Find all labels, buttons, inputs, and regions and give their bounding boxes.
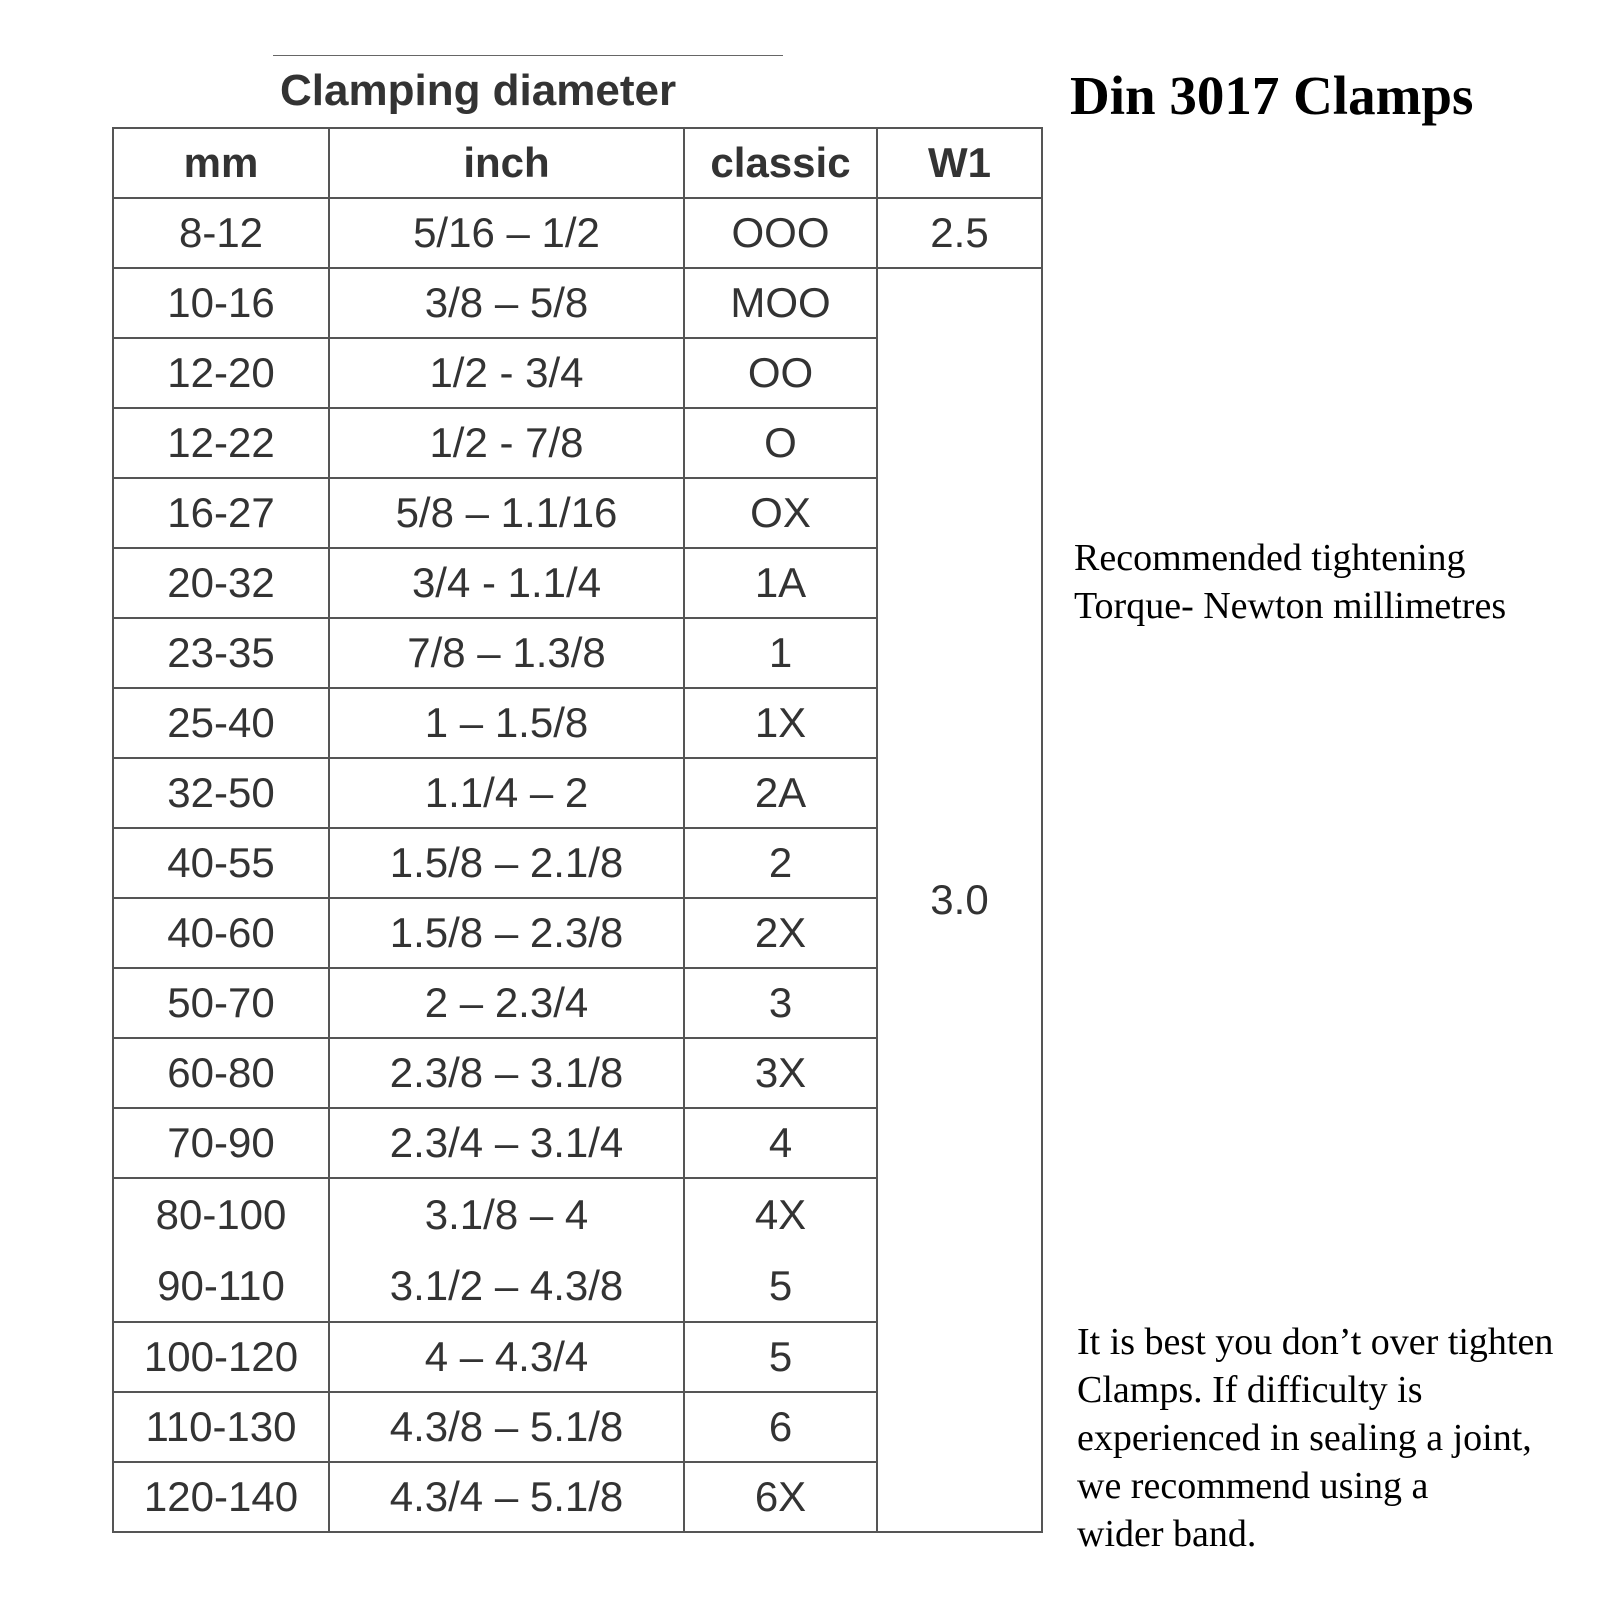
cell-mm: 10-16 [113, 268, 329, 338]
table-caption: Clamping diameter [280, 66, 677, 115]
cell-inch: 1 – 1.5/8 [329, 688, 684, 758]
cell-inch: 1.5/8 – 2.1/8 [329, 828, 684, 898]
cell-line: 3.1/8 – 4 [424, 1191, 589, 1238]
cell-mm: 12-22 [113, 408, 329, 478]
cell-classic: 3 [684, 968, 877, 1038]
cell-mm: 16-27 [113, 478, 329, 548]
cell-line: 4X [754, 1191, 807, 1238]
cell-mm: 12-20 [113, 338, 329, 408]
torque-note-line: Recommended tightening [1074, 537, 1466, 579]
header-inch: inch [329, 128, 684, 198]
cell-classic: O [684, 408, 877, 478]
cell-w1-merged: 3.0 [877, 268, 1042, 1532]
table-header-row [113, 128, 1042, 198]
cell-classic: 1X [684, 688, 877, 758]
cell-mm: 40-60 [113, 898, 329, 968]
cell-classic: MOO [684, 268, 877, 338]
cell-classic: 6 [684, 1392, 877, 1462]
cell-mm: 100-120 [113, 1322, 329, 1392]
cell-mm: 23-35 [113, 618, 329, 688]
table-row [113, 198, 1042, 268]
cell-mm: 40-55 [113, 828, 329, 898]
cell-inch: 7/8 – 1.3/8 [329, 618, 684, 688]
cell-line: 80-100 [155, 1191, 287, 1238]
cell-w1: 2.5 [877, 198, 1042, 268]
torque-note-line: Torque- Newton millimetres [1074, 585, 1507, 627]
cell-classic: 3X [684, 1038, 877, 1108]
cell-classic: OO [684, 338, 877, 408]
cell-inch: 1/2 - 7/8 [329, 408, 684, 478]
cell-mm: 20-32 [113, 548, 329, 618]
cell-mm: 70-90 [113, 1108, 329, 1178]
cell-inch: 2 – 2.3/4 [329, 968, 684, 1038]
cell-mm: 25-40 [113, 688, 329, 758]
cell-classic: 1A [684, 548, 877, 618]
cell-classic: OX [684, 478, 877, 548]
cell-classic: 6X [684, 1462, 877, 1532]
cell-classic: 2 [684, 828, 877, 898]
cell-inch: 1.5/8 – 2.3/8 [329, 898, 684, 968]
cell-inch [329, 1178, 684, 1322]
cell-inch: 2.3/8 – 3.1/8 [329, 1038, 684, 1108]
cell-inch: 5/16 – 1/2 [329, 198, 684, 268]
cell-classic: OOO [684, 198, 877, 268]
advice-note [1077, 1318, 1602, 1558]
cell-mm: 8-12 [113, 198, 329, 268]
cell-inch: 3/4 - 1.1/4 [329, 548, 684, 618]
cell-mm: 60-80 [113, 1038, 329, 1108]
cell-mm: 32-50 [113, 758, 329, 828]
cell-inch: 1/2 - 3/4 [329, 338, 684, 408]
caption-rule [273, 55, 783, 56]
cell-mm [113, 1178, 329, 1322]
cell-classic: 2A [684, 758, 877, 828]
cell-mm: 50-70 [113, 968, 329, 1038]
advice-note-line: Clamps. If difficulty is [1077, 1369, 1423, 1411]
cell-inch: 4.3/8 – 5.1/8 [329, 1392, 684, 1462]
advice-note-line: wider band. [1077, 1513, 1257, 1555]
cell-inch: 4.3/4 – 5.1/8 [329, 1462, 684, 1532]
table-row [113, 268, 1042, 338]
cell-line: 5 [768, 1262, 793, 1309]
torque-note [1074, 534, 1594, 630]
header-w1: W1 [877, 128, 1042, 198]
advice-note-line: It is best you don’t over tighten [1077, 1321, 1554, 1363]
advice-note-line: experienced in sealing a joint, [1077, 1417, 1532, 1459]
advice-note-line: we recommend using a [1077, 1465, 1429, 1507]
cell-inch: 2.3/4 – 3.1/4 [329, 1108, 684, 1178]
cell-inch: 1.1/4 – 2 [329, 758, 684, 828]
cell-classic [684, 1178, 877, 1322]
cell-inch: 3/8 – 5/8 [329, 268, 684, 338]
cell-classic: 5 [684, 1322, 877, 1392]
document-title: Din 3017 Clamps [1070, 65, 1474, 126]
cell-inch: 5/8 – 1.1/16 [329, 478, 684, 548]
cell-line: 90-110 [157, 1262, 285, 1309]
cell-classic: 1 [684, 618, 877, 688]
cell-line: 3.1/2 – 4.3/8 [389, 1262, 624, 1309]
cell-inch: 4 – 4.3/4 [329, 1322, 684, 1392]
cell-mm: 110-130 [113, 1392, 329, 1462]
cell-classic: 2X [684, 898, 877, 968]
cell-mm: 120-140 [113, 1462, 329, 1532]
header-mm: mm [113, 128, 329, 198]
cell-classic: 4 [684, 1108, 877, 1178]
header-classic: classic [684, 128, 877, 198]
clamp-size-table [112, 127, 1043, 1533]
